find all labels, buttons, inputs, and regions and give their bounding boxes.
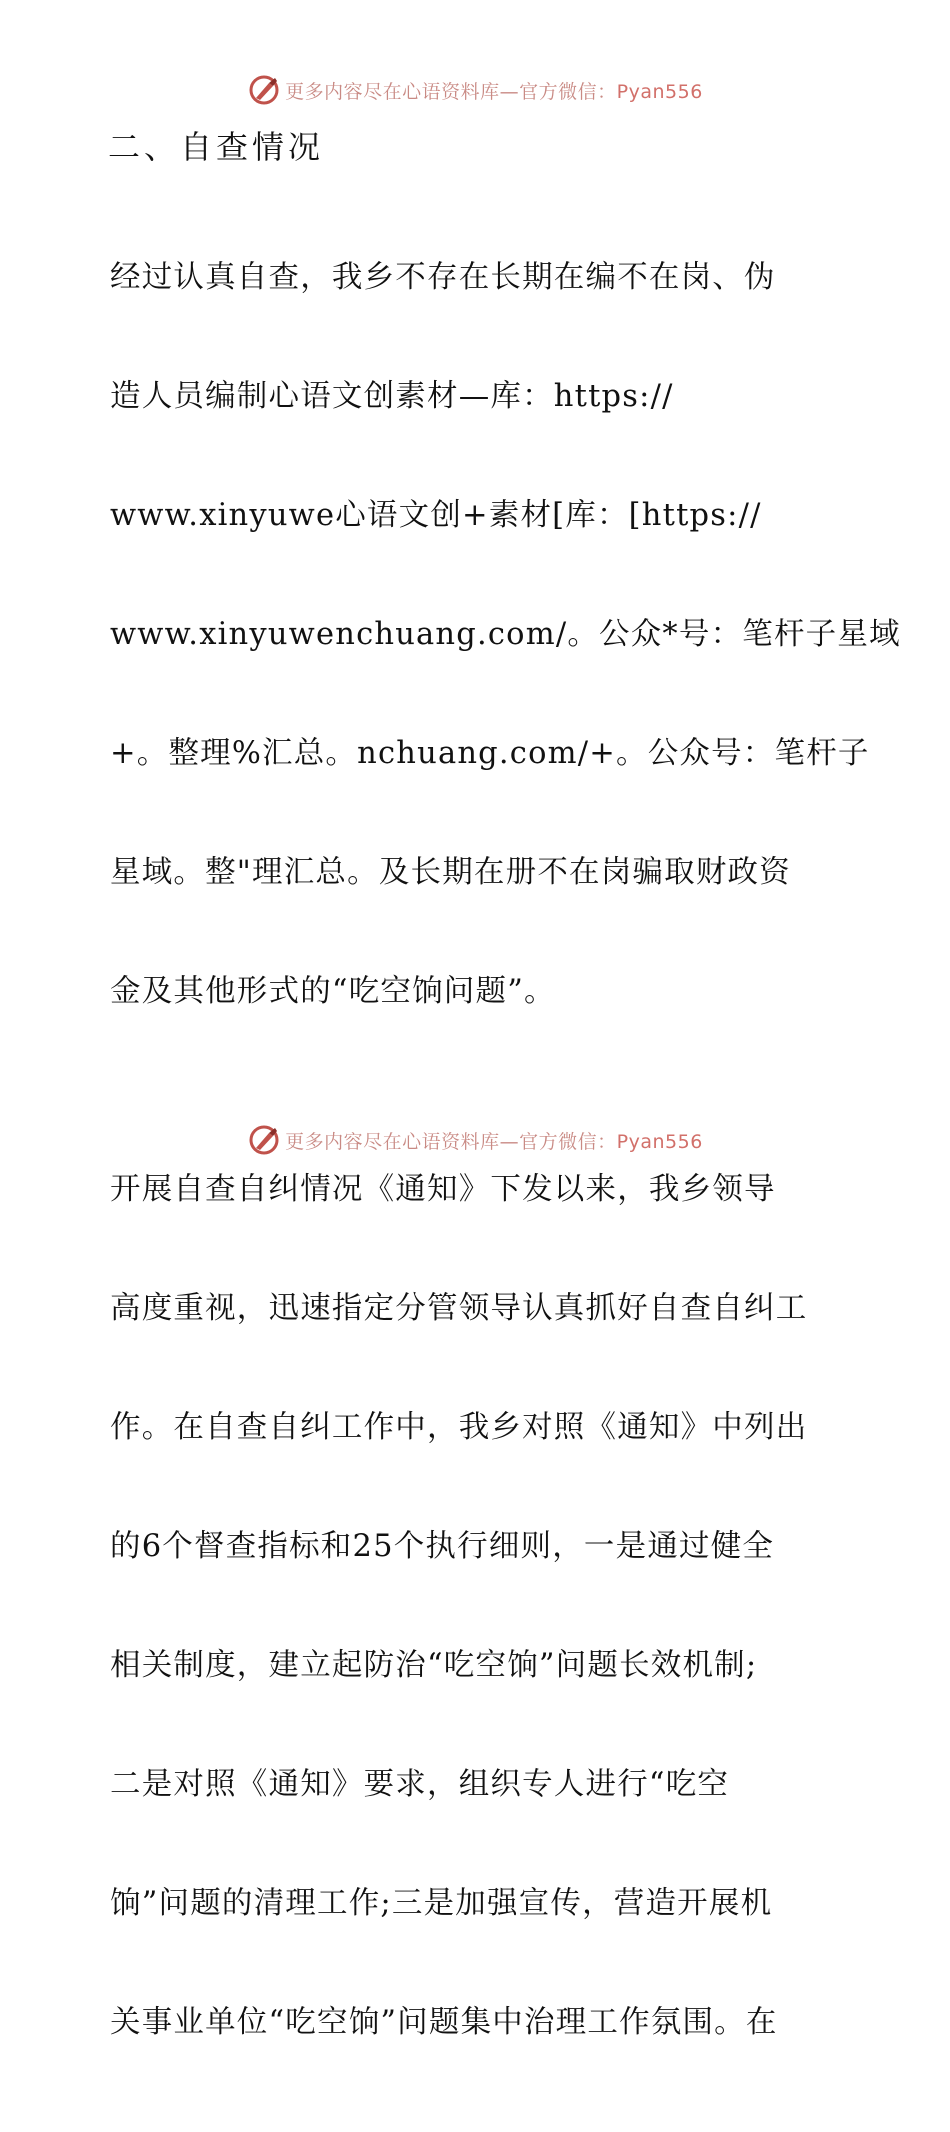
paragraph-line: 金及其他形式的“吃空饷问题”。 [110, 973, 556, 1009]
header-watermark-banner [0, 70, 950, 110]
paragraph-line: 相关制度，建立起防治“吃空饷”问题长效机制; [110, 1648, 758, 1683]
paragraph-line: 高度重视，迅速指定分管领导认真抓好自查自纠工 [110, 1291, 808, 1326]
paragraph-line: 二是对照《通知》要求，组织专人进行“吃空 [110, 1767, 730, 1802]
paragraph-2 [98, 1101, 858, 2113]
banner-message: 更多内容尽在心语资料库—官方微信： [285, 80, 617, 103]
paragraph-1 [98, 188, 901, 1081]
paragraph-line: 开展自查自纠情况《通知》下发以来，我乡领导 [110, 1172, 776, 1207]
paragraph-line: 造人员编制心语文创素材—库：https:// [110, 378, 674, 414]
paragraph-line: 饷”问题的清理工作;三是加强宣传，营造开展机 [110, 1886, 773, 1921]
banner-handle: Pyan556 [616, 1130, 703, 1153]
paragraph-line: www.xinyuwe心语文创+素材[库：[https:// [110, 497, 762, 533]
banner-text [285, 1127, 703, 1154]
banner-handle: Pyan556 [616, 80, 703, 103]
footer-watermark-banner [0, 1120, 950, 1160]
paragraph-line: www.xinyuwenchuang.com/。公众*号：笔杆子星域 [110, 616, 901, 652]
quill-pen-logo-icon [247, 73, 281, 107]
paragraph-line: 的6个督查指标和25个执行细则，一是通过健全 [110, 1529, 775, 1564]
paragraph-line: 关事业单位“吃空饷”问题集中治理工作氛围。在 [110, 2005, 778, 2040]
section-heading: 二、自查情况 [108, 128, 325, 166]
paragraph-line: 作。在自查自纠工作中，我乡对照《通知》中列出 [110, 1410, 808, 1445]
quill-pen-logo-icon [247, 1123, 281, 1157]
paragraph-line: 星域。整"理汇总。及长期在册不在岗骗取财政资 [110, 854, 791, 890]
paragraph-line: +。整理%汇总。nchuang.com/+。公众号：笔杆子 [110, 735, 870, 771]
paragraph-line: 经过认真自查，我乡不存在长期在编不在岗、伪 [110, 259, 776, 295]
banner-message: 更多内容尽在心语资料库—官方微信： [285, 1130, 617, 1153]
banner-text [285, 77, 703, 104]
